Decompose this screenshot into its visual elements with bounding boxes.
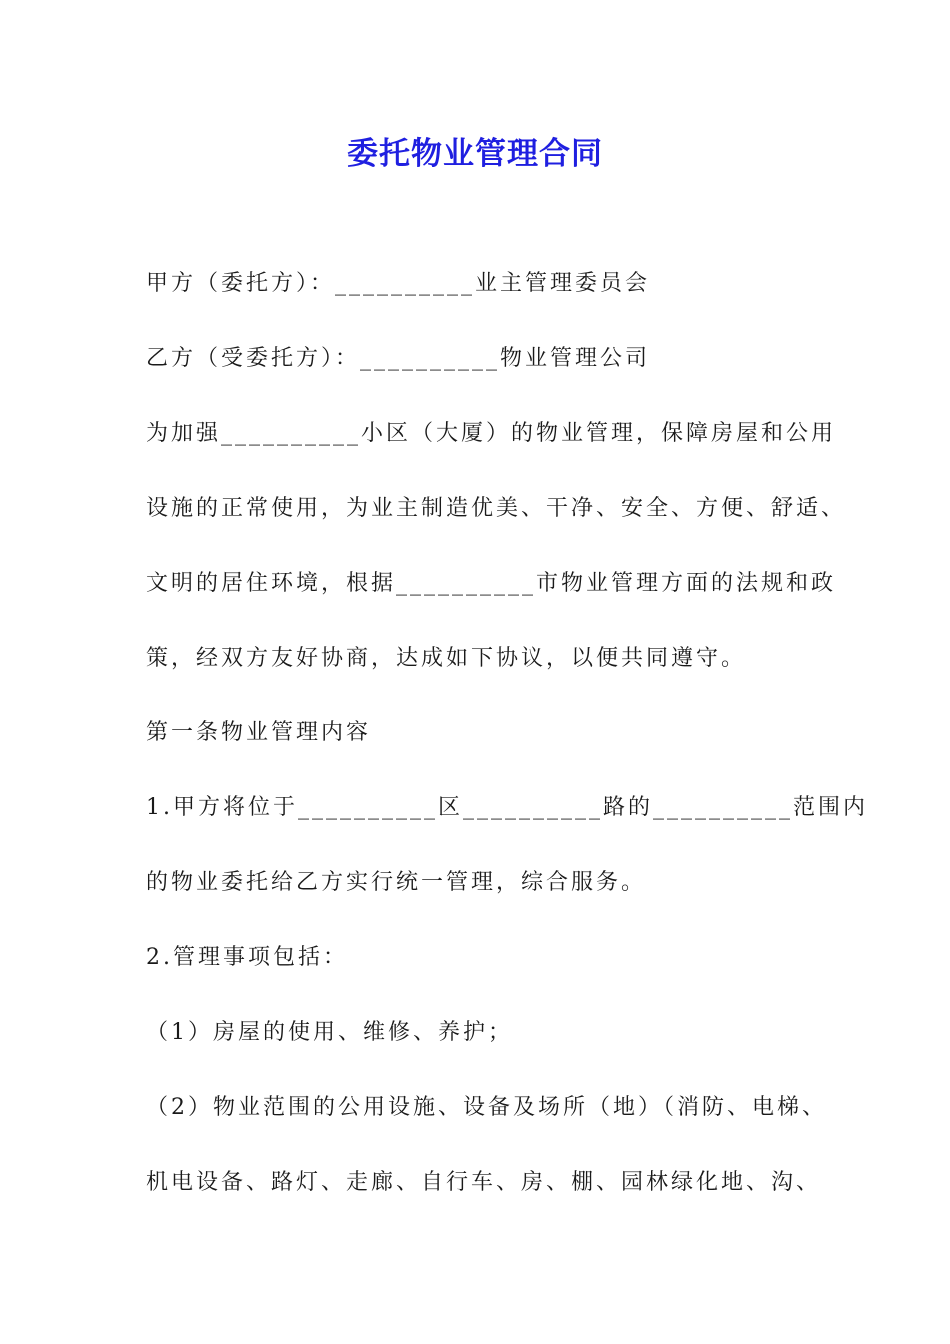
clause-1-line-2: 的物业委托给乙方实行统一管理，综合服务。 [146,870,647,895]
party-a-line: 甲方（委托方）：__________业主管理委员会 [146,271,651,296]
preamble-line-3: 文明的居住环境，根据__________市物业管理方面的法规和政 [146,571,837,596]
preamble-line-2: 设施的正常使用，为业主制造优美、干净、安全、方便、舒适、 [146,496,847,521]
clause-2-item-1: （1）房屋的使用、维修、养护； [146,1020,513,1045]
document-title: 委托物业管理合同 [347,136,603,172]
clause-1-line-1: 1.甲方将位于__________区__________路的__________范围内 [146,795,868,820]
preamble-line-4: 策，经双方友好协商，达成如下协议，以便共同遵守。 [146,646,747,671]
clause-2-item-2-line-1: （2）物业范围的公用设施、设备及场所（地）（消防、电梯、 [146,1095,827,1120]
clause-2-item-2-line-2: 机电设备、路灯、走廊、自行车、房、棚、园林绿化地、沟、 [146,1170,822,1195]
preamble-line-1: 为加强__________小区（大厦）的物业管理，保障房屋和公用 [146,421,837,446]
article-1-heading: 第一条物业管理内容 [146,720,372,745]
party-b-line: 乙方（受委托方）：__________物业管理公司 [146,346,651,371]
clause-2-heading: 2.管理事项包括： [146,945,348,970]
